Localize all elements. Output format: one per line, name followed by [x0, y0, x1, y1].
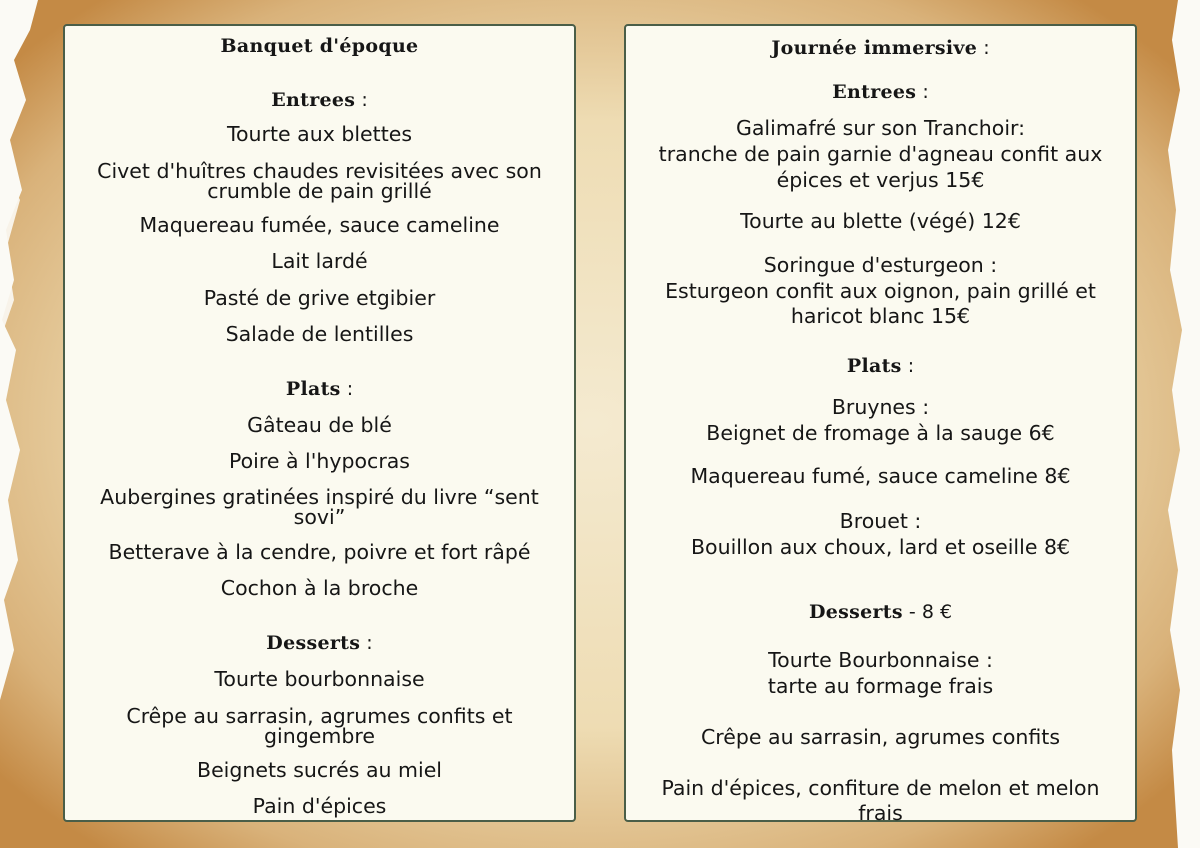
menu-item-line: Crêpe au sarrasin, agrumes confits [700, 725, 1061, 749]
menu-item-line: Tourte au blette (végé) 12€ [740, 209, 1021, 233]
menu-item-line: Galimafré sur son Tranchoir: [735, 116, 1025, 140]
menu-item-line: Esturgeon confit aux oignon, pain grillé et [665, 279, 1096, 303]
section-heading-plats: Plats : [285, 378, 354, 400]
menu-item: Betterave à la cendre, poivre et fort râpé [108, 540, 531, 564]
menu-item-line: Bouillon aux choux, lard et oseille 8€ [690, 535, 1071, 559]
section-heading-entrees: Entrees : [271, 89, 368, 111]
menu-item-line: tranche de pain garnie d'agneau confit aux [658, 142, 1103, 166]
menu-item: Crêpe au sarrasin, agrumes confits et gingembre [126, 704, 513, 748]
menu-item: Lait lardé [271, 249, 368, 273]
menu-item: Pasté de grive etgibier [203, 286, 436, 310]
menu-item-line: Bruynes : [831, 395, 930, 419]
menu-item-line: Tourte Bourbonnaise : [768, 648, 993, 672]
menu-item-line: épices et verjus 15€ [776, 168, 985, 192]
menu-item-line: haricot blanc 15€ [790, 304, 971, 328]
menu-item: Pain d'épices [252, 794, 387, 818]
section-heading-desserts: Desserts - 8 € [808, 601, 953, 623]
menu-item-line: Soringue d'esturgeon : [763, 253, 998, 277]
section-heading-plats: Plats : [846, 355, 915, 377]
menu-item-line: Pain d'épices, confiture de melon et melon [661, 776, 1100, 800]
menu-item-line: Beignet de fromage à la sauge 6€ [706, 421, 1055, 445]
menu-item-line: Maquereau fumé, sauce cameline 8€ [690, 464, 1071, 488]
menu-item: Gâteau de blé [247, 413, 392, 437]
panel-title: Banquet d'époque [220, 35, 419, 57]
menu-item-line: frais [858, 801, 903, 825]
menu-item: Cochon à la broche [220, 576, 419, 600]
menu-item: Civet d'huîtres chaudes revisitées avec son crumble de pain grillé [97, 159, 542, 203]
menu-item: Salade de lentilles [225, 322, 414, 346]
section-heading-entrees: Entrees : [832, 81, 929, 103]
menu-item: Tourte aux blettes [226, 122, 413, 146]
menu-item: Maquereau fumée, sauce cameline [139, 213, 500, 237]
menu-item-line: Brouet : [839, 509, 922, 533]
menu-item: Tourte bourbonnaise [214, 667, 425, 691]
menu-panel-banquet [63, 24, 576, 822]
menu-item: Poire à l'hypocras [228, 449, 410, 473]
menu-item-line: tarte au formage frais [767, 674, 994, 698]
menu-item: Aubergines gratinées inspiré du livre “sent sovi” [100, 485, 539, 529]
section-heading-desserts: Desserts : [266, 632, 373, 654]
menu-panel-journee [624, 24, 1137, 825]
panel-title: Journée immersive : [771, 37, 990, 59]
menu-item: Beignets sucrés au miel [197, 758, 442, 782]
